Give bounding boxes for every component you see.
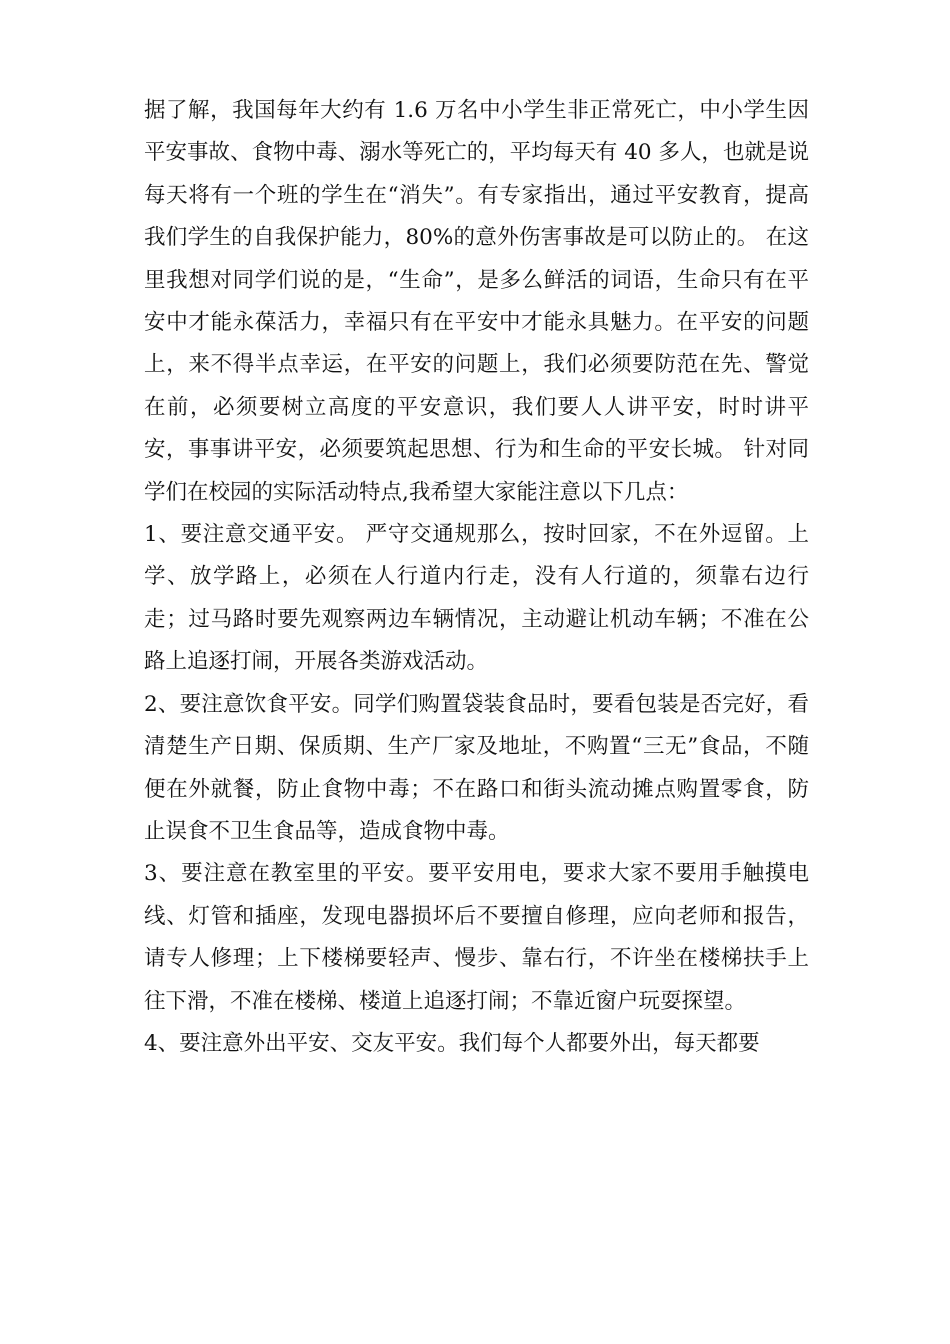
paragraph-outing-safety: 4、要注意外出平安、交友平安。我们每个人都要外出，每天都要 — [144, 1030, 760, 1056]
document-page — [144, 90, 809, 1065]
paragraph-classroom-safety: 3、要注意在教室里的平安。要平安用电，要求大家不要用手触摸电线、灯管和插座，发现电器损坏后不要擅自修理，应向老师和报告，请专人修理；上下楼梯要轻声、慢步、靠右行，不许坐在楼梯扶手上往下滑，不准在楼梯、楼道上追逐打闹；不靠近窗户玩耍探望。 — [144, 861, 809, 1014]
paragraph-intro: 据了解，我国每年大约有 1.6 万名中小学生非正常死亡，中小学生因平安事故、食物中毒、溺水等死亡的，平均每天有 40 多人，也就是说每天将有一个班的学生在“消失”。有专家指出，通过平安教育，提高我们学生的自我保护能力，80%的意外伤害事故是可以防止的。 在这里我想对同学们说的是，“生命”，是多么鲜活的词语，生命只有在平安中才能永葆活力，幸福只有在平安中才能永具魅力。在平安的问题上，来不得半点幸运，在平安的问题上，我们必须要防范在先、警觉在前，必须要树立高度的平安意识，我们要人人讲平安，时时讲平安，事事讲平安，必须要筑起思想、行为和生命的平安长城。 针对同学们在校园的实际活动特点,我希望大家能注意以下几点： — [144, 98, 809, 505]
paragraph-food-safety: 2、要注意饮食平安。同学们购置袋装食品时，要看包装是否完好，看清楚生产日期、保质期、生产厂家及地址，不购置“三无”食品，不随便在外就餐，防止食物中毒；不在路口和街头流动摊点购置零食，防止误食不卫生食品等，造成食物中毒。 — [144, 691, 809, 844]
paragraph-traffic-safety: 1、要注意交通平安。 严守交通规那么，按时回家，不在外逗留。上学、放学路上，必须在人行道内行走，没有人行道的，须靠右边行走；过马路时要先观察两边车辆情况，主动避让机动车辆；不准在公路上追逐打闹，开展各类游戏活动。 — [144, 522, 809, 675]
